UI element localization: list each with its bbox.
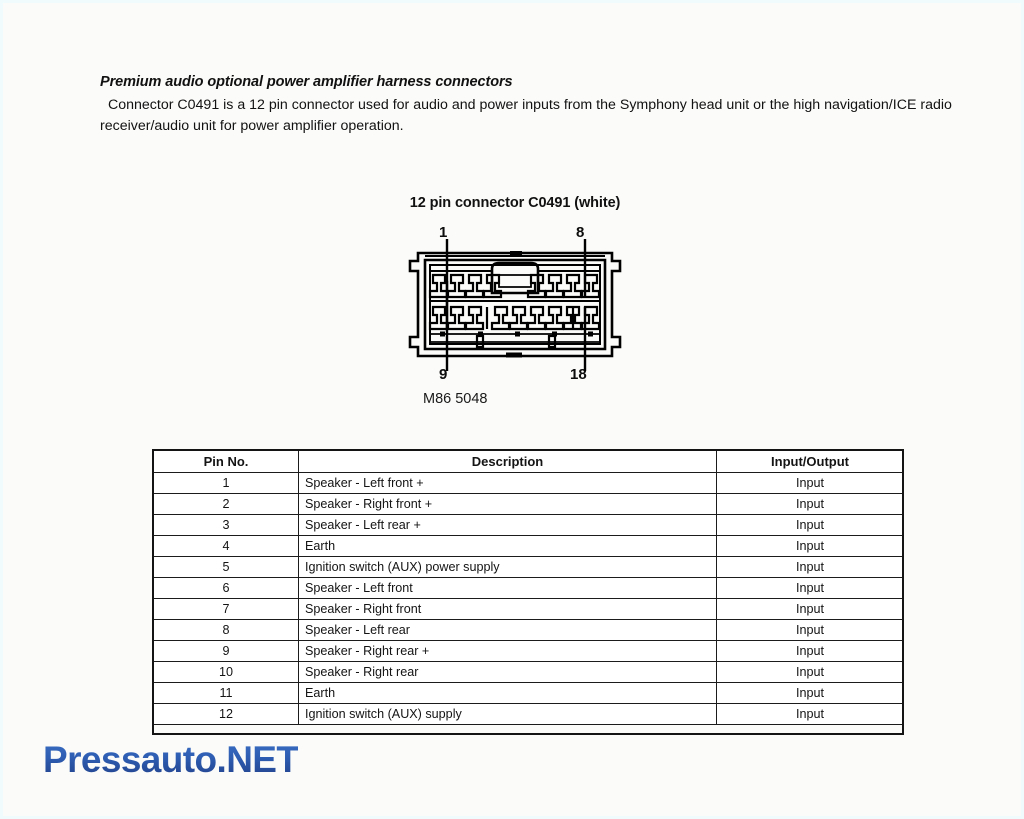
- table-row: [154, 578, 904, 599]
- cell-pin-number: 1: [154, 473, 299, 494]
- cell-description: Speaker - Left rear +: [299, 515, 717, 536]
- cell-pin-number: 2: [154, 494, 299, 515]
- cell-input-output: Input: [717, 662, 904, 683]
- cell-input-output: Input: [717, 557, 904, 578]
- column-header-io: Input/Output: [717, 451, 904, 473]
- cell-input-output: Input: [717, 704, 904, 725]
- connector-illustration: [400, 225, 630, 385]
- table-header-row: [154, 451, 904, 473]
- pin-assignment-table: [153, 450, 904, 725]
- cell-description: Speaker - Left rear: [299, 620, 717, 641]
- table-row: [154, 599, 904, 620]
- pin-label-bottom-right: 18: [570, 366, 587, 383]
- cell-pin-number: 5: [154, 557, 299, 578]
- cell-input-output: Input: [717, 683, 904, 704]
- pin-label-bottom-left: 9: [439, 366, 448, 383]
- section-description: Connector C0491 is a 12 pin connector used for audio and power inputs from the Symphony head unit or the high navigation/ICE radio receiver/audio unit for power amplifier operation.: [100, 97, 952, 134]
- cell-description: Ignition switch (AUX) power supply: [299, 557, 717, 578]
- cell-description: Earth: [299, 683, 717, 704]
- table-row: [154, 536, 904, 557]
- cell-description: Ignition switch (AUX) supply: [299, 704, 717, 725]
- table-row: [154, 683, 904, 704]
- table-row: [154, 641, 904, 662]
- cell-description: Speaker - Right rear +: [299, 641, 717, 662]
- column-header-pin: Pin No.: [154, 451, 299, 473]
- cell-pin-number: 8: [154, 620, 299, 641]
- table-row: [154, 473, 904, 494]
- connector-body-icon: [400, 225, 630, 385]
- table-row: [154, 620, 904, 641]
- part-number-label: M86 5048: [423, 391, 488, 407]
- cell-input-output: Input: [717, 536, 904, 557]
- pin-table-body: [154, 473, 904, 725]
- table-row: [154, 557, 904, 578]
- connector-diagram-block: [3, 195, 1024, 385]
- cell-pin-number: 7: [154, 599, 299, 620]
- column-header-desc: Description: [299, 451, 717, 473]
- cell-pin-number: 12: [154, 704, 299, 725]
- cell-pin-number: 10: [154, 662, 299, 683]
- intro-block: [100, 73, 960, 136]
- cell-pin-number: 6: [154, 578, 299, 599]
- cell-input-output: Input: [717, 515, 904, 536]
- cell-pin-number: 11: [154, 683, 299, 704]
- cell-description: Speaker - Right rear: [299, 662, 717, 683]
- diagram-title: 12 pin connector C0491 (white): [409, 195, 621, 211]
- table-row: [154, 515, 904, 536]
- cell-description: Speaker - Right front +: [299, 494, 717, 515]
- pin-label-top-right: 8: [576, 224, 585, 241]
- cell-input-output: Input: [717, 599, 904, 620]
- cell-description: Earth: [299, 536, 717, 557]
- site-watermark: Pressauto.NET: [43, 739, 299, 780]
- cell-input-output: Input: [717, 473, 904, 494]
- table-row: [154, 662, 904, 683]
- cell-pin-number: 3: [154, 515, 299, 536]
- cell-pin-number: 4: [154, 536, 299, 557]
- cell-input-output: Input: [717, 641, 904, 662]
- cell-description: Speaker - Right front: [299, 599, 717, 620]
- cell-pin-number: 9: [154, 641, 299, 662]
- section-title: Premium audio optional power amplifier harness connectors: [100, 74, 513, 90]
- table-row: [154, 494, 904, 515]
- cell-input-output: Input: [717, 578, 904, 599]
- cell-description: Speaker - Left front: [299, 578, 717, 599]
- cell-description: Speaker - Left front +: [299, 473, 717, 494]
- cell-input-output: Input: [717, 620, 904, 641]
- pin-label-top-left: 1: [439, 224, 448, 241]
- cell-input-output: Input: [717, 494, 904, 515]
- table-row: [154, 704, 904, 725]
